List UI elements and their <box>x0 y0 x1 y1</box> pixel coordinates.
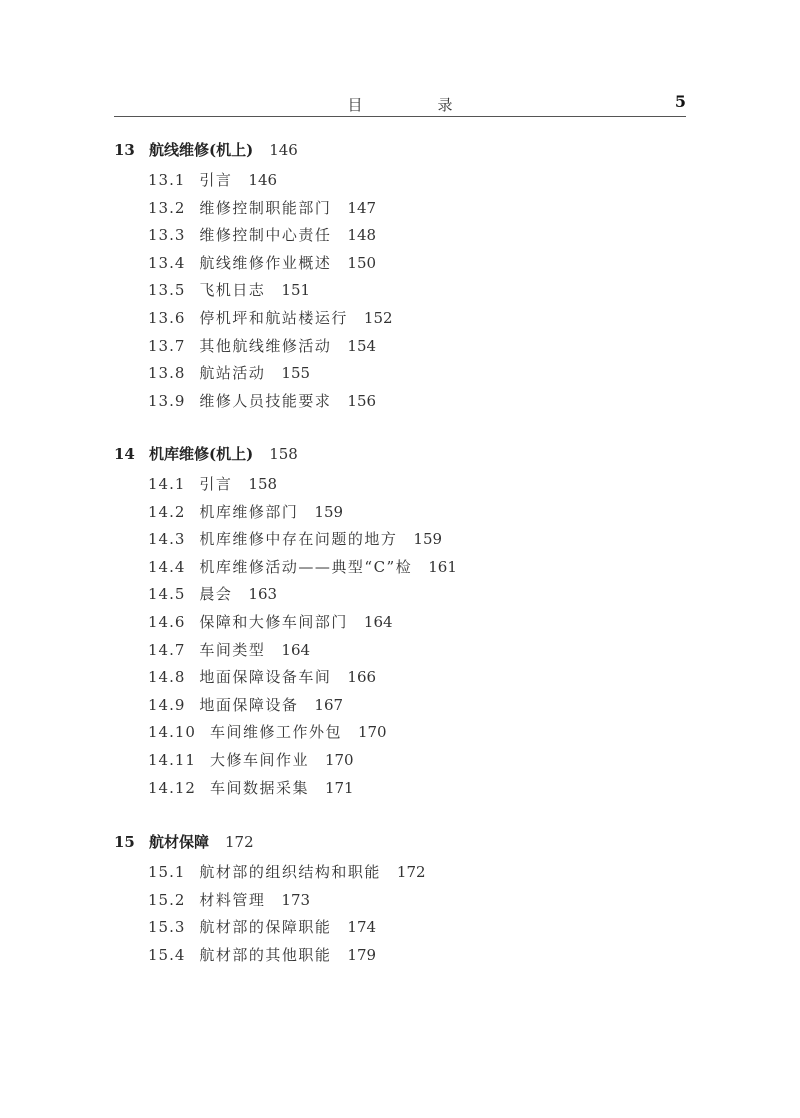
section-title: 晨会 <box>199 585 233 604</box>
section-page: 148 <box>347 226 377 245</box>
toc-entry <box>114 360 393 388</box>
toc-entry <box>114 526 457 554</box>
section-page: 170 <box>324 750 354 769</box>
section-page: 146 <box>248 171 278 189</box>
section-title: 航站活动 <box>199 364 266 383</box>
section-page: 171 <box>324 778 354 797</box>
toc-entry <box>114 333 393 361</box>
section-number: 14.12 <box>148 778 196 797</box>
toc-entry <box>114 277 393 305</box>
section-number: 13.9 <box>148 391 186 410</box>
section-page: 179 <box>347 945 377 964</box>
section-page: 152 <box>363 308 393 327</box>
toc-chapter-15 <box>114 832 426 969</box>
chapter-title: 航材保障 <box>149 833 210 851</box>
section-title: 地面保障设备 <box>199 695 299 714</box>
section-number: 14.8 <box>148 668 186 687</box>
toc-entry <box>114 222 393 250</box>
section-title: 航材部的组织结构和职能 <box>199 863 381 881</box>
section-number: 15.4 <box>148 945 186 964</box>
section-page: 164 <box>281 640 311 659</box>
toc-entry <box>114 471 457 499</box>
section-page: 164 <box>363 612 393 631</box>
section-number: 14.3 <box>148 530 186 549</box>
section-page: 167 <box>314 695 344 714</box>
chapter-page: 172 <box>225 833 254 851</box>
section-page: 159 <box>413 530 443 549</box>
section-title: 航材部的其他职能 <box>199 945 332 964</box>
section-number: 15.3 <box>148 918 186 937</box>
section-number: 13.7 <box>148 336 186 355</box>
section-title: 保障和大修车间部门 <box>199 612 348 631</box>
section-number: 13.6 <box>148 308 186 327</box>
section-title: 地面保障设备车间 <box>199 668 332 687</box>
toc-entry <box>114 195 393 223</box>
section-page: 151 <box>281 281 311 300</box>
section-number: 14.5 <box>148 585 186 604</box>
section-title: 机库维修部门 <box>199 502 299 521</box>
section-number: 13.3 <box>148 226 186 245</box>
toc-entry <box>114 887 426 915</box>
section-page: 158 <box>248 475 278 493</box>
section-number: 15.1 <box>148 863 186 881</box>
section-title: 航材部的保障职能 <box>199 918 332 937</box>
toc-entry <box>114 637 457 665</box>
section-number: 13.2 <box>148 198 186 217</box>
section-title: 停机坪和航站楼运行 <box>199 308 348 327</box>
page-number: 5 <box>674 92 686 111</box>
toc-entry <box>114 859 426 887</box>
section-number: 14.10 <box>148 723 196 742</box>
section-number: 14.2 <box>148 502 186 521</box>
section-number: 14.7 <box>148 640 186 659</box>
section-title: 飞机日志 <box>199 281 266 300</box>
running-header <box>114 92 686 117</box>
chapter-page: 158 <box>269 445 298 463</box>
section-number: 14.1 <box>148 475 186 493</box>
section-title: 车间类型 <box>199 640 266 659</box>
section-title: 维修控制职能部门 <box>199 198 332 217</box>
section-list <box>114 167 393 415</box>
toc-entry <box>114 388 393 416</box>
chapter-number: 14 <box>114 445 135 463</box>
section-title: 航线维修作业概述 <box>199 253 332 272</box>
toc-entry <box>114 914 426 942</box>
chapter-number: 15 <box>114 833 135 851</box>
section-page: 156 <box>347 391 377 410</box>
section-page: 166 <box>347 668 377 687</box>
section-page: 155 <box>281 364 311 383</box>
chapter-heading <box>114 140 393 160</box>
section-page: 161 <box>428 557 457 576</box>
toc-entry <box>114 554 457 582</box>
section-number: 14.11 <box>148 750 196 769</box>
chapter-title: 航线维修(机上) <box>149 141 254 159</box>
toc-entry <box>114 499 457 527</box>
toc-entry <box>114 581 457 609</box>
section-number: 13.1 <box>148 171 186 189</box>
toc-chapter-13 <box>114 140 393 415</box>
toc-entry <box>114 942 426 970</box>
toc-entry <box>114 775 457 803</box>
section-title: 车间维修工作外包 <box>209 723 342 742</box>
toc-entry <box>114 719 457 747</box>
section-page: 150 <box>347 253 377 272</box>
section-list <box>114 859 426 969</box>
section-title: 引言 <box>199 171 233 189</box>
chapter-page: 146 <box>269 141 298 159</box>
section-title: 引言 <box>199 475 233 493</box>
section-title: 大修车间作业 <box>209 750 309 769</box>
section-number: 13.4 <box>148 253 186 272</box>
section-number: 13.8 <box>148 364 186 383</box>
section-page: 159 <box>314 502 344 521</box>
toc-entry <box>114 167 393 195</box>
toc-entry <box>114 747 457 775</box>
section-title: 维修控制中心责任 <box>199 226 332 245</box>
chapter-number: 13 <box>114 141 135 159</box>
chapter-title: 机库维修(机上) <box>149 445 254 463</box>
toc-chapter-14 <box>114 444 457 802</box>
toc-entry <box>114 609 457 637</box>
section-page: 163 <box>248 585 278 604</box>
toc-entry <box>114 692 457 720</box>
section-title: 材料管理 <box>199 890 266 909</box>
section-number: 14.6 <box>148 612 186 631</box>
section-title: 其他航线维修活动 <box>199 336 332 355</box>
section-title: 车间数据采集 <box>209 778 309 797</box>
section-number: 14.4 <box>148 557 186 576</box>
section-number: 15.2 <box>148 890 186 909</box>
section-page: 147 <box>347 198 377 217</box>
chapter-heading <box>114 444 457 464</box>
section-page: 172 <box>396 863 426 881</box>
section-title: 维修人员技能要求 <box>199 391 332 410</box>
section-page: 174 <box>347 918 377 937</box>
section-title: 机库维修活动——典型“C”检 <box>199 557 413 576</box>
toc-entry <box>114 250 393 278</box>
section-page: 170 <box>357 723 387 742</box>
section-list <box>114 471 457 802</box>
header-title: 目 录 <box>347 96 483 114</box>
section-number: 13.5 <box>148 281 186 300</box>
toc-entry <box>114 305 393 333</box>
section-page: 154 <box>347 336 377 355</box>
toc-entry <box>114 664 457 692</box>
section-page: 173 <box>281 890 311 909</box>
chapter-heading <box>114 832 426 852</box>
section-number: 14.9 <box>148 695 186 714</box>
section-title: 机库维修中存在问题的地方 <box>199 530 398 549</box>
